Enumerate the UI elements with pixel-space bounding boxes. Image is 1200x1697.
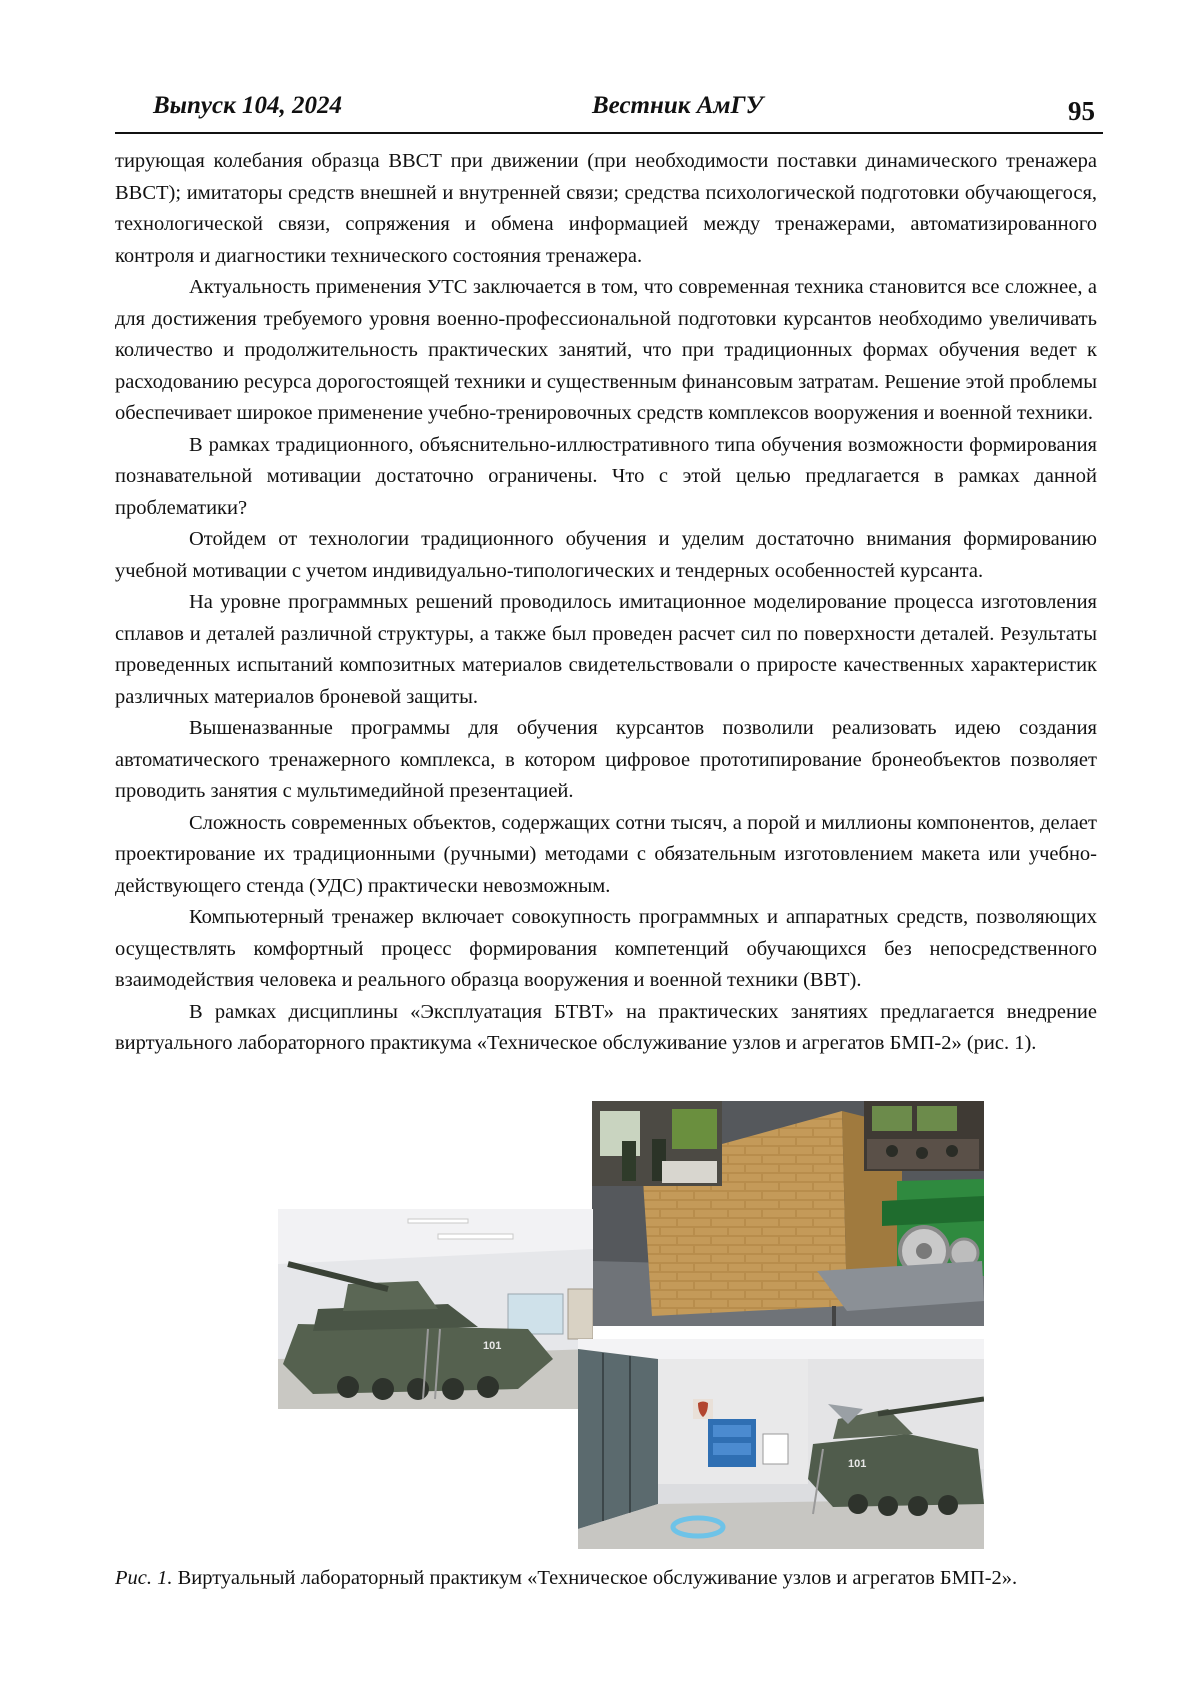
journal-title: Вестник АмГУ (592, 92, 763, 119)
paragraph: На уровне программных решений проводилось имитационное моделирование процесса изготовления сплавов и деталей различной структуры, а также был проведен расчет сил по поверхности деталей. Результаты проведенных испытаний композитных материалов свидетельствовали о приросте качественных характеристик различных материалов броневой защиты. (115, 591, 1097, 708)
page-number: 95 (1068, 96, 1095, 126)
figure-panel-hangar-right (578, 1339, 984, 1549)
paragraph: тирующая колебания образца ВВСТ при движении (при необходимости поставки динамического тренажера ВВСТ); имитаторы средств внешней и внутренней связи; средства психологической подготовки обучающегося, технологической связи, сопряжения и обмена информацией между тренажерами, автоматизированного контроля и диагностики технического состояния тренажера. (115, 150, 1097, 267)
figure-caption-text: Виртуальный лабораторный практикум «Техническое обслуживание узлов и агрегатов БМП-2». (172, 1567, 1018, 1589)
hangar-left-image (278, 1209, 593, 1409)
paragraph: Вышеназванные программы для обучения курсантов позволили реализовать идею создания автоматического тренажерного комплекса, в котором цифровое прототипирование бронеобъектов позволяет проводить занятия с мультимедийной презентацией. (115, 717, 1097, 802)
issue-label: Выпуск 104, 2024 (153, 92, 343, 119)
brick-room-image (592, 1101, 984, 1326)
tank-number-left: 101 (483, 1340, 502, 1352)
paragraph: В рамках дисциплины «Эксплуатация БТВТ» на практических занятиях предлагается внедрение виртуального лабораторного практикума «Техническое обслуживание узлов и агрегатов БМП-2» (рис. 1). (115, 1000, 1097, 1054)
paragraph: Компьютерный тренажер включает совокупность программных и аппаратных средств, позволяющих осуществлять комфортный процесс формирования компетенций обучающихся без непосредственного взаимодействия человека и реального образца вооружения и военной техники (ВВТ). (115, 906, 1097, 991)
figure-label: Рис. 1. (115, 1567, 173, 1589)
paragraph: Отойдем от технологии традиционного обучения и уделим достаточно внимания формированию учебной мотивации с учетом индивидуально-типологических и тендерных особенностей курсанта. (115, 528, 1097, 582)
paragraph: В рамках традиционного, объяснительно-иллюстративного типа обучения возможности формирования познавательной мотивации достаточно ограничены. Что с этой целью предлагается в рамках данной проблематики? (115, 433, 1097, 519)
figure-panel-hangar-left (278, 1209, 593, 1409)
hangar-right-image (578, 1339, 984, 1549)
paragraph: Сложность современных объектов, содержащих сотни тысяч, а порой и миллионы компонентов, делает проектирование их традиционными (ручными) методами с обязательным изготовлением макета или учебно-действующего стенда (УДС) практически невозможным. (115, 811, 1097, 897)
tank-number-right: 101 (848, 1458, 867, 1470)
article-body (115, 146, 1097, 1060)
paragraph: Актуальность применения УТС заключается в том, что современная техника становится все сложнее, а для достижения требуемого уровня военно-профессиональной подготовки курсантов необходимо увеличивать количество и продолжительность практических занятий, что при традиционных формах обучения ведет к расходованию ресурса дорогостоящей техники и существенным финансовым затратам. Решение этой проблемы обеспечивает широкое применение учебно-тренировочных средств комплексов вооружения и военной техники. (115, 276, 1097, 424)
figure-panel-brick-room (592, 1101, 984, 1326)
figure-caption (115, 1564, 1105, 1592)
running-header (115, 88, 1103, 134)
